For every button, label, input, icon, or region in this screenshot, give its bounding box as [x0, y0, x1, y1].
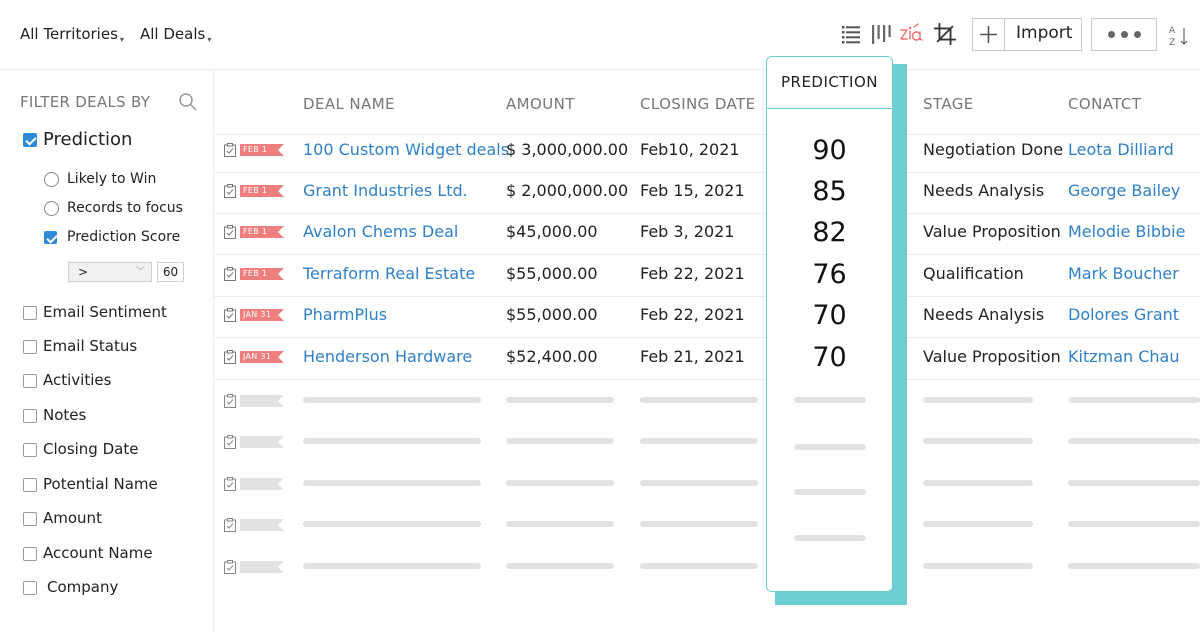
table-row[interactable] [214, 214, 1200, 255]
deal-name-link[interactable]: Henderson Hardware [303, 347, 473, 366]
deals-dropdown-label: All Deals [140, 25, 206, 43]
prediction-score: 82 [812, 217, 847, 248]
placeholder-bar [303, 397, 481, 403]
placeholder-flag [240, 561, 284, 573]
task-icon[interactable] [224, 143, 236, 157]
column-header-contact[interactable]: CONATCT [1068, 95, 1142, 113]
likely-to-win-radio[interactable] [44, 172, 59, 187]
svg-text:A: A [1169, 26, 1176, 36]
placeholder-bar [794, 489, 866, 495]
crop-icon[interactable] [932, 22, 958, 46]
amount-cell: $55,000.00 [506, 305, 598, 324]
placeholder-bar [640, 563, 758, 569]
deal-name-link[interactable]: 100 Custom Widget deals [303, 140, 510, 159]
score-operator-value: > [78, 265, 89, 279]
placeholder-bar [1068, 438, 1200, 444]
closing-date-checkbox[interactable] [23, 443, 37, 457]
deals-dropdown[interactable] [140, 25, 211, 43]
placeholder-flag [240, 478, 284, 490]
stage-cell: Needs Analysis [923, 305, 1045, 324]
deal-name-link[interactable]: Grant Industries Ltd. [303, 181, 468, 200]
contact-link[interactable]: George Bailey [1068, 181, 1181, 200]
table-header [214, 70, 1200, 135]
column-header-deal-name[interactable]: DEAL NAME [303, 95, 395, 113]
placeholder-bar [1068, 521, 1200, 527]
score-value-input[interactable]: 60 [157, 262, 184, 282]
task-icon [224, 394, 236, 408]
territory-dropdown-label: All Territories [20, 25, 118, 43]
territory-dropdown[interactable] [20, 25, 124, 43]
contact-link[interactable]: Dolores Grant [1068, 305, 1180, 324]
company-checkbox[interactable] [23, 581, 37, 595]
flag-date: JAN 31 [243, 310, 272, 319]
column-header-closing-date[interactable]: CLOSING DATE [640, 95, 756, 113]
placeholder-bar [640, 397, 758, 403]
placeholder-bar [794, 535, 866, 541]
chevron-down-icon: ﹀ [135, 267, 145, 277]
placeholder-bar [506, 438, 614, 444]
contact-link[interactable]: Melodie Bibbie [1068, 222, 1186, 241]
notes-checkbox[interactable] [23, 409, 37, 423]
placeholder-bar [923, 563, 1033, 569]
placeholder-bar [303, 480, 481, 486]
email-sentiment-label: Email Sentiment [43, 303, 167, 321]
zia-icon[interactable] [899, 22, 925, 46]
email-sentiment-checkbox[interactable] [23, 306, 37, 320]
placeholder-flag [240, 519, 284, 531]
list-view-icon[interactable] [839, 22, 863, 46]
chevron-down-icon: ▾ [207, 35, 212, 44]
placeholder-row [214, 421, 1200, 462]
sort-az-icon[interactable] [1168, 24, 1190, 48]
filter-sidebar [0, 70, 214, 632]
contact-link[interactable]: Kitzman Chau [1068, 347, 1180, 366]
kanban-view-icon[interactable] [869, 22, 893, 46]
placeholder-bar [794, 397, 866, 403]
closing-date-cell: Feb 3, 2021 [640, 222, 735, 241]
flag-date: FEB 1 [243, 269, 268, 278]
account-name-label: Account Name [43, 544, 153, 562]
flag-date: JAN 31 [243, 352, 272, 361]
placeholder-bar [640, 480, 758, 486]
task-icon[interactable] [224, 267, 236, 281]
placeholder-bar [1068, 563, 1200, 569]
svg-text:Z: Z [1169, 38, 1176, 48]
prediction-filter-label: Prediction [43, 129, 133, 150]
prediction-score: 70 [812, 300, 847, 331]
stage-cell: Value Proposition [923, 222, 1061, 241]
amount-cell: $52,400.00 [506, 347, 598, 366]
likely-to-win-label: Likely to Win [67, 171, 157, 187]
prediction-score: 85 [812, 176, 847, 207]
table-row[interactable] [214, 339, 1200, 380]
score-operator-select[interactable] [68, 262, 152, 282]
top-toolbar [0, 0, 1200, 70]
placeholder-row [214, 463, 1200, 504]
task-icon [224, 518, 236, 532]
table-row[interactable] [214, 256, 1200, 297]
placeholder-bar [506, 521, 614, 527]
filter-title: FILTER DEALS BY [20, 93, 151, 111]
amount-cell: $ 3,000,000.00 [506, 140, 629, 159]
amount-label: Amount [43, 509, 102, 527]
notes-label: Notes [43, 406, 87, 424]
placeholder-bar [303, 521, 481, 527]
import-button[interactable]: Import [1016, 23, 1073, 43]
placeholder-bar [1068, 480, 1200, 486]
flag-date: FEB 1 [243, 186, 268, 195]
placeholder-row [214, 504, 1200, 545]
task-icon [224, 477, 236, 491]
placeholder-bar [506, 480, 614, 486]
more-icon [1108, 31, 1115, 38]
prediction-checkbox[interactable] [23, 133, 37, 147]
placeholder-flag [240, 436, 284, 448]
deal-name-link[interactable]: Terraform Real Estate [303, 264, 476, 283]
placeholder-bar [923, 438, 1033, 444]
stage-cell: Needs Analysis [923, 181, 1045, 200]
placeholder-bar [640, 521, 758, 527]
amount-checkbox[interactable] [23, 512, 37, 526]
plus-icon [973, 19, 1004, 50]
closing-date-cell: Feb 15, 2021 [640, 181, 745, 200]
placeholder-bar [506, 563, 614, 569]
deal-name-link[interactable]: PharmPlus [303, 305, 388, 324]
prediction-score-checkbox[interactable] [44, 231, 57, 244]
email-status-checkbox[interactable] [23, 340, 37, 354]
activities-checkbox[interactable] [23, 374, 37, 388]
contact-link[interactable]: Mark Boucher [1068, 264, 1179, 283]
placeholder-bar [923, 397, 1033, 403]
records-to-focus-label: Records to focus [67, 200, 183, 216]
column-header-stage[interactable]: STAGE [923, 95, 974, 113]
more-options-button[interactable] [1091, 18, 1157, 51]
closing-date-cell: Feb10, 2021 [640, 140, 740, 159]
activities-label: Activities [43, 371, 112, 389]
prediction-column [766, 56, 893, 592]
search-icon[interactable] [178, 92, 198, 112]
placeholder-row [214, 380, 1200, 421]
prediction-column-header[interactable] [767, 57, 892, 109]
prediction-score: 90 [812, 135, 847, 166]
task-icon [224, 435, 236, 449]
account-name-checkbox[interactable] [23, 547, 37, 561]
placeholder-bar [640, 438, 758, 444]
prediction-score: 76 [812, 259, 847, 290]
stage-cell: Negotiation Done [923, 140, 1064, 159]
amount-cell: $ 2,000,000.00 [506, 181, 629, 200]
closing-date-cell: Feb 22, 2021 [640, 264, 745, 283]
add-button[interactable] [972, 18, 1005, 51]
table-row[interactable] [214, 132, 1200, 173]
amount-cell: $45,000.00 [506, 222, 598, 241]
task-icon[interactable] [224, 308, 236, 322]
stage-cell: Qualification [923, 264, 1024, 283]
contact-link[interactable]: Leota Dilliard [1068, 140, 1174, 159]
deal-name-link[interactable]: Avalon Chems Deal [303, 222, 459, 241]
placeholder-bar [923, 480, 1033, 486]
potential-name-label: Potential Name [43, 475, 158, 493]
placeholder-bar [303, 438, 481, 444]
flag-date: FEB 1 [243, 145, 268, 154]
table-row[interactable] [214, 173, 1200, 214]
task-icon [224, 560, 236, 574]
prediction-score-label: Prediction Score [67, 229, 181, 245]
column-header-amount[interactable]: AMOUNT [506, 95, 575, 113]
placeholder-bar [506, 397, 614, 403]
closing-date-cell: Feb 21, 2021 [640, 347, 745, 366]
placeholder-row [214, 546, 1200, 587]
stage-cell: Value Proposition [923, 347, 1061, 366]
records-to-focus-radio[interactable] [44, 201, 59, 216]
placeholder-bar [794, 444, 866, 450]
placeholder-bar [1068, 397, 1200, 403]
column-header-prediction: PREDICTION [780, 73, 878, 91]
closing-date-cell: Feb 22, 2021 [640, 305, 745, 324]
amount-cell: $55,000.00 [506, 264, 598, 283]
placeholder-bar [303, 563, 481, 569]
task-icon[interactable] [224, 184, 236, 198]
flag-date: FEB 1 [243, 227, 268, 236]
placeholder-flag [240, 395, 284, 407]
potential-name-checkbox[interactable] [23, 478, 37, 492]
company-label: Company [47, 578, 119, 596]
closing-date-label: Closing Date [43, 440, 139, 458]
placeholder-bar [923, 521, 1033, 527]
table-row[interactable] [214, 297, 1200, 338]
chevron-down-icon: ▾ [119, 35, 124, 44]
prediction-score: 70 [812, 342, 847, 373]
email-status-label: Email Status [43, 337, 138, 355]
task-icon[interactable] [224, 350, 236, 364]
task-icon[interactable] [224, 225, 236, 239]
